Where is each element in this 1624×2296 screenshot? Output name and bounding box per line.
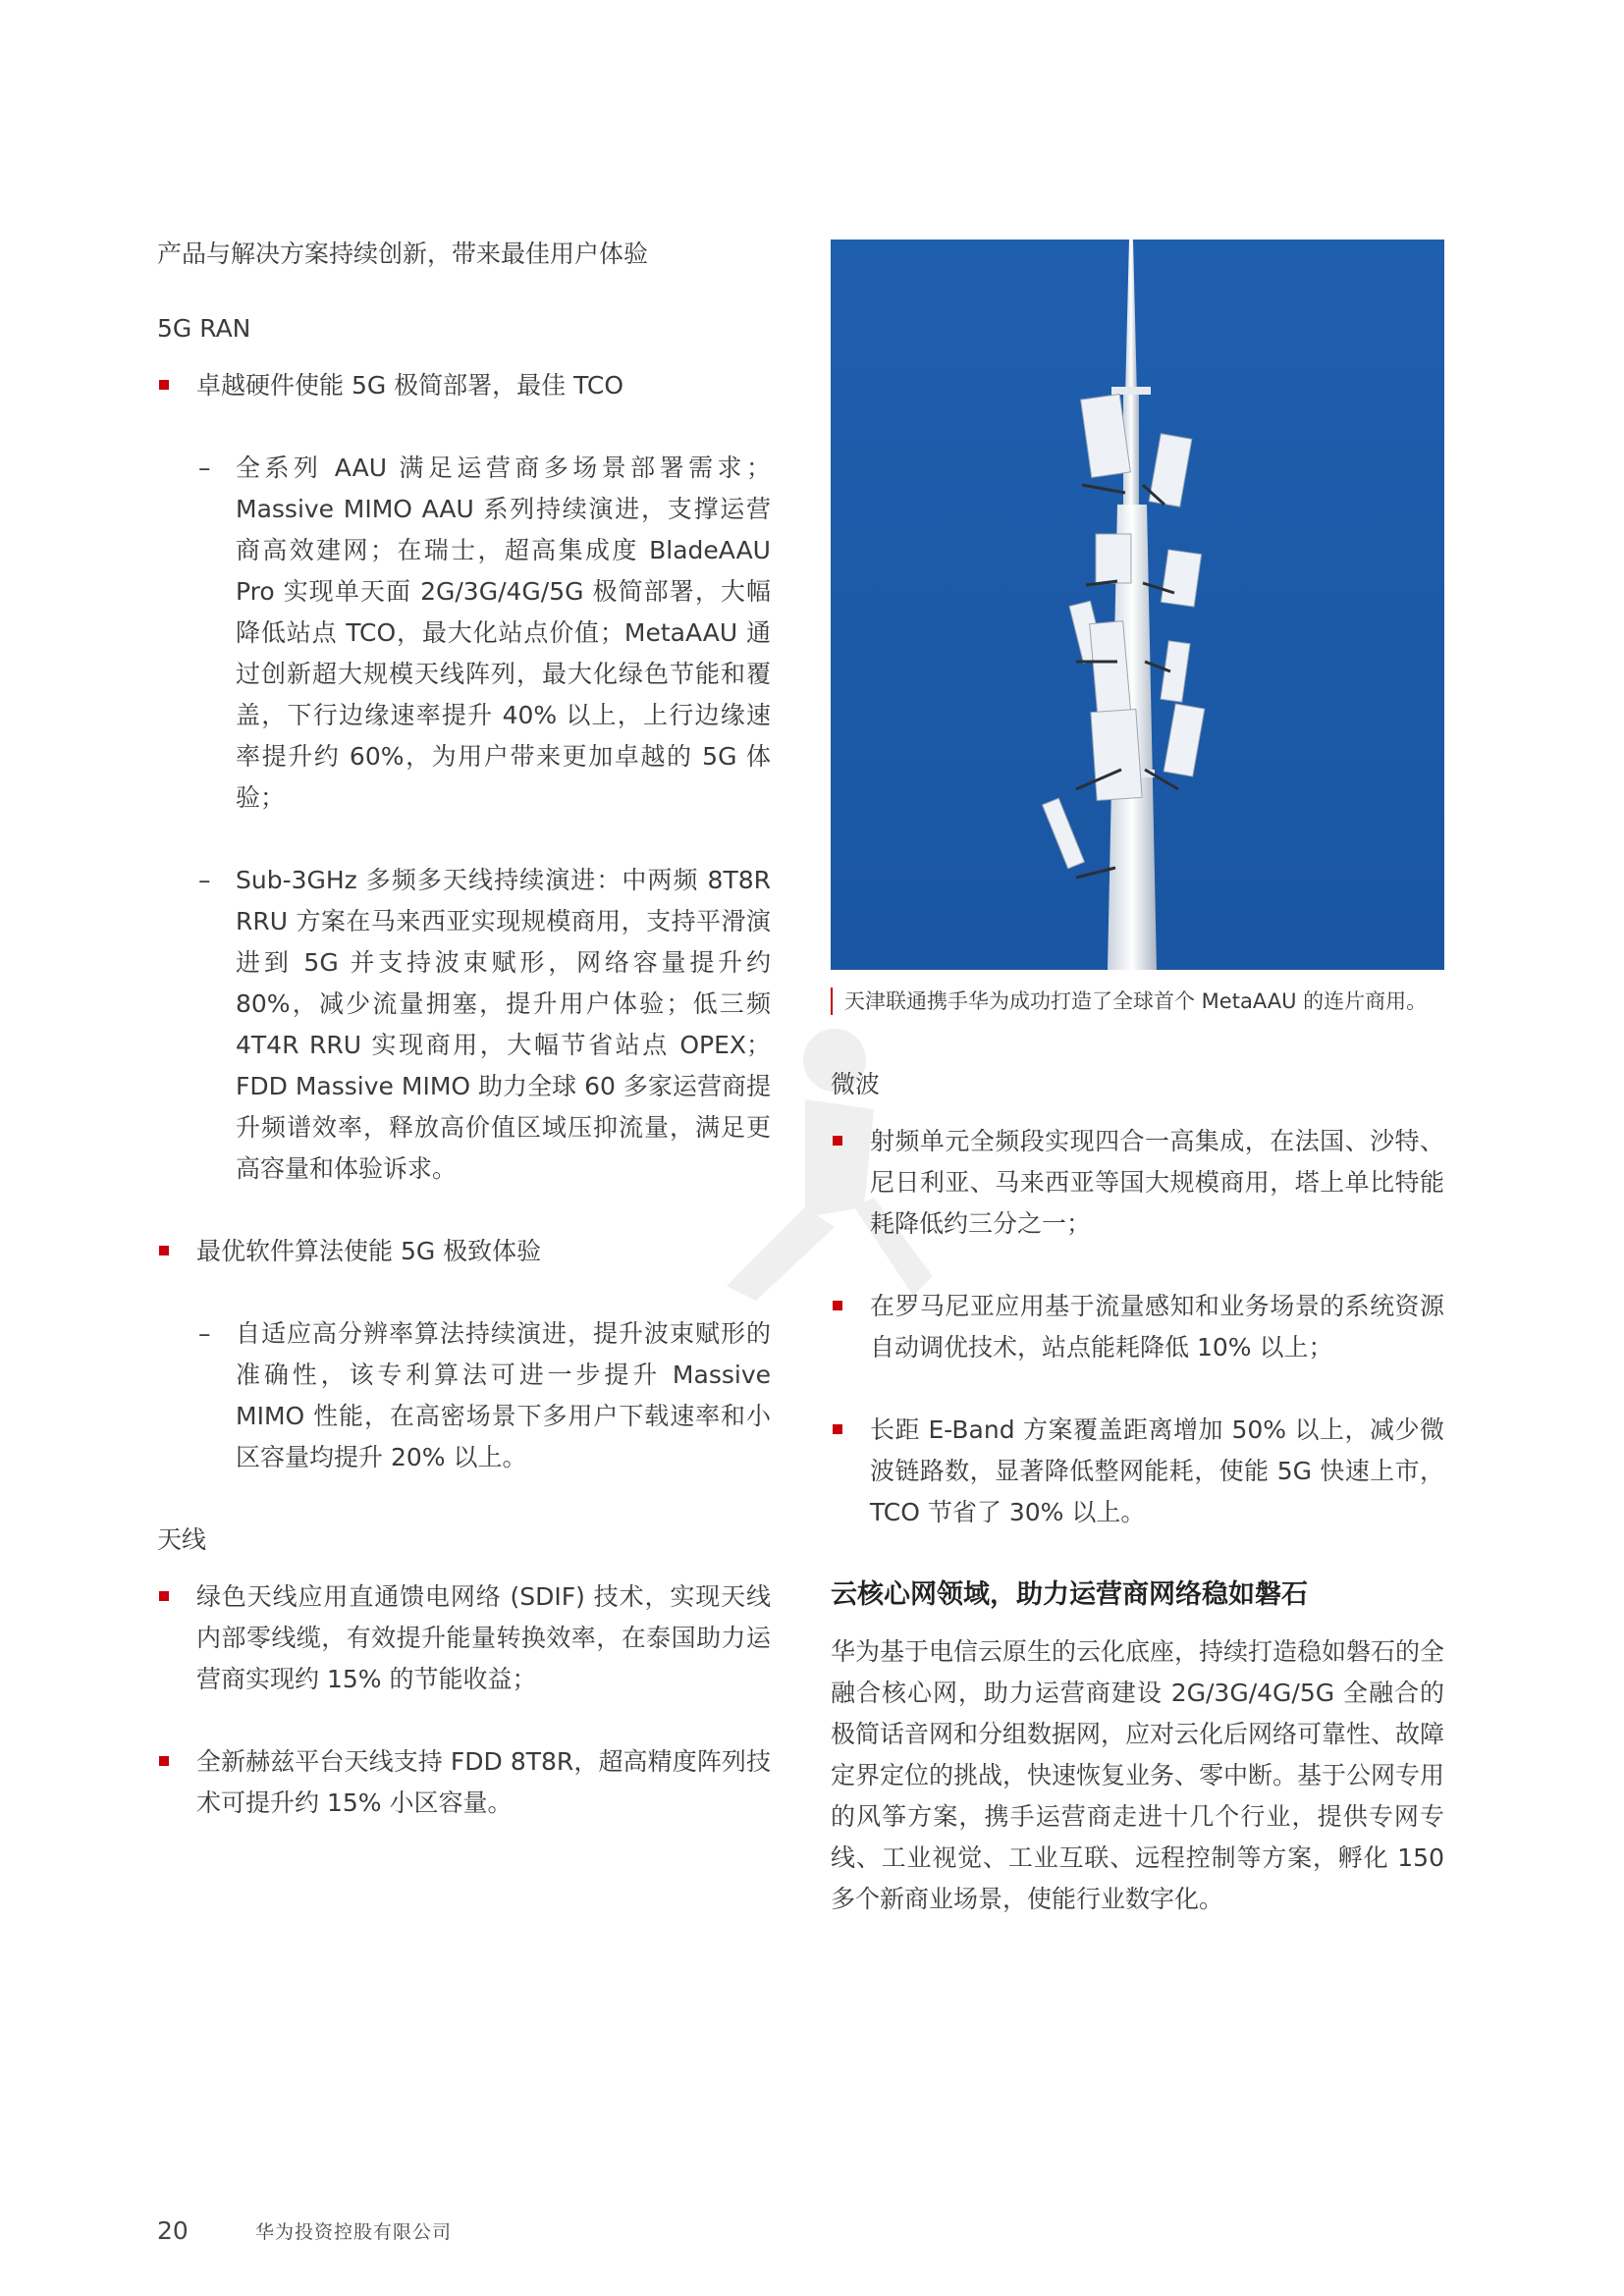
- dash-text: 全系列 AAU 满足运营商多场景部署需求；Massive MIMO AAU 系列持续演进，支撑运营商高效建网；在瑞士，超高集成度 BladeAAU Pro 实现单天面 2G/3G/4G/5G 极简部署，大幅降低站点 TCO，最大化站点价值；MetaAAU 通过创新超大规模天线阵列，最大化绿色节能和覆盖，下行边缘速率提升 40% 以上，上行边缘速率提升约 60%，为用户带来更加卓越的 5G 体验；: [236, 454, 771, 812]
- tower-photo: [831, 240, 1444, 970]
- microwave-section: [831, 1064, 1444, 1533]
- bullet-rf-unit: 射频单元全频段实现四合一高集成，在法国、沙特、尼日利亚、马来西亚等国大规模商用，塔上单比特能耗降低约三分之一；: [831, 1121, 1444, 1245]
- bullet-hardware: 卓越硬件使能 5G 极简部署，最佳 TCO: [157, 365, 771, 406]
- bullet-romania: 在罗马尼亚应用基于流量感知和业务场景的系统资源自动调优技术，站点能耗降低 10% 以上；: [831, 1286, 1444, 1368]
- core-network-heading: 云核心网领域，助力运营商网络稳如磐石: [831, 1579, 1308, 1610]
- microwave-heading: 微波: [831, 1070, 881, 1098]
- page-footer: [157, 2216, 452, 2245]
- dash-text: 自适应高分辨率算法持续演进，提升波束赋形的准确性，该专利算法可进一步提升 Massive MIMO 性能，在高密场景下多用户下载速率和小区容量均提升 20% 以上。: [236, 1319, 771, 1471]
- dash-mark: –: [198, 454, 211, 482]
- dash-mark: –: [198, 866, 211, 894]
- ran-heading: 5G RAN: [157, 314, 251, 343]
- left-column: [157, 234, 771, 1865]
- bullet-eband: 长距 E-Band 方案覆盖距离增加 50% 以上，减少微波链路数，显著降低整网能耗，使能 5G 快速上市，TCO 节省了 30% 以上。: [831, 1410, 1444, 1533]
- photo-caption: 天津联通携手华为成功打造了全球首个 MetaAAU 的连片商用。: [831, 988, 1444, 1015]
- company-name: 华为投资控股有限公司: [255, 2221, 453, 2243]
- page-number: 20: [157, 2216, 189, 2245]
- right-column: [831, 240, 1444, 1920]
- bullet-software: 最优软件算法使能 5G 极致体验: [157, 1231, 771, 1272]
- dash-item-sub3ghz: [157, 860, 771, 1190]
- bullet-sdif: 绿色天线应用直通馈电网络 (SDIF) 技术，实现天线内部零线缆，有效提升能量转换效率，在泰国助力运营商实现约 15% 的节能收益；: [157, 1576, 771, 1700]
- dash-text: Sub-3GHz 多频多天线持续演进：中两频 8T8R RRU 方案在马来西亚实现规模商用，支持平滑演进到 5G 并支持波束赋形，网络容量提升约 80%，减少流量拥塞，提升用户体验；低三频 4T4R RRU 实现商用，大幅节省站点 OPEX；FDD Massive MIMO 助力全球 60 多家运营商提升频谱效率，释放高价值区域压抑流量，满足更高容量和体验诉求。: [236, 866, 771, 1183]
- dash-item-algorithm: [157, 1313, 771, 1478]
- intro-heading: 产品与解决方案持续创新，带来最佳用户体验: [157, 240, 649, 268]
- antenna-heading: 天线: [157, 1525, 207, 1554]
- dash-item-aau: [157, 448, 771, 819]
- dash-mark: –: [198, 1319, 211, 1348]
- bullet-hertz: 全新赫兹平台天线支持 FDD 8T8R，超高精度阵列技术可提升约 15% 小区容量。: [157, 1741, 771, 1824]
- cell-tower-illustration: [831, 240, 1444, 970]
- core-network-text: 华为基于电信云原生的云化底座，持续打造稳如磐石的全融合核心网，助力运营商建设 2G/3G/4G/5G 全融合的极简话音网和分组数据网，应对云化后网络可靠性、故障定界定位的挑战，快速恢复业务、零中断。基于公网专用的风筝方案，携手运营商走进十几个行业，提供专网专线、工业视觉、工业互联、远程控制等方案，孵化 150 多个新商业场景，使能行业数字化。: [831, 1637, 1445, 1913]
